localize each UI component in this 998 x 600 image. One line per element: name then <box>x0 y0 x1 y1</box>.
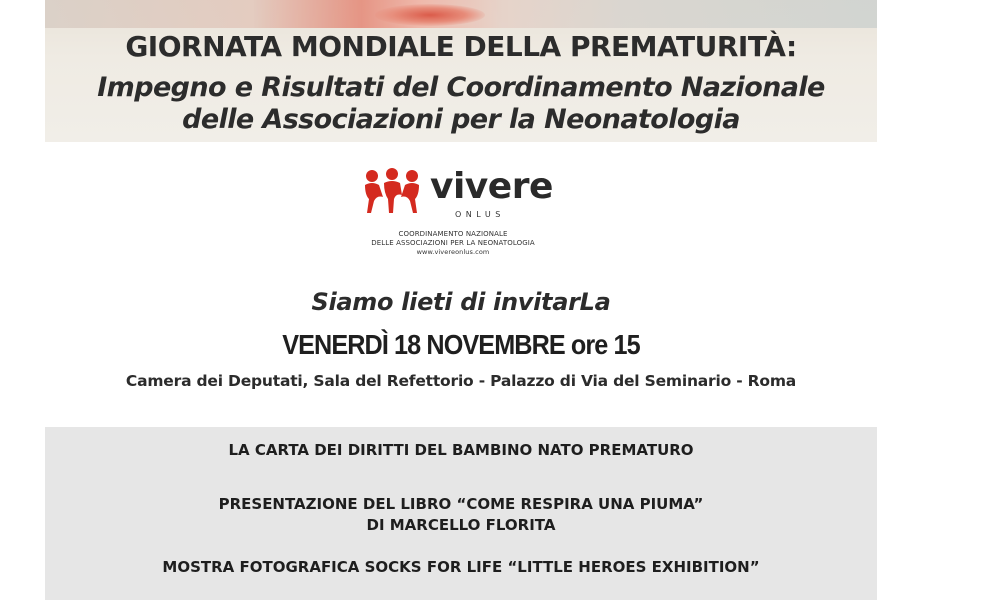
vivere-logo <box>363 163 583 258</box>
event-subtitle-line-2: delle Associazioni per la Neonatologia <box>182 104 740 135</box>
brand-name: vivere <box>430 166 553 207</box>
invitation-text: Siamo lieti di invitarLa <box>311 288 611 316</box>
program-panel <box>45 427 877 600</box>
brand-website: www.vivereonlus.com <box>416 248 490 256</box>
event-subtitle-line-1: Impegno e Risultati del Coordinamento Nazionale <box>97 72 825 103</box>
vivere-figures-logo-icon <box>363 167 421 215</box>
brand-tagline: ONLUS <box>455 210 505 219</box>
program-item: DI MARCELLO FLORITA <box>366 516 556 534</box>
event-title: GIORNATA MONDIALE DELLA PREMATURITÀ: <box>125 30 797 63</box>
event-date: VENERDÌ 18 NOVEMBRE ore 15 <box>282 329 640 360</box>
program-item: MOSTRA FOTOGRAFICA SOCKS FOR LIFE “LITTLE HEROES EXHIBITION” <box>162 558 760 576</box>
brand-line-1: COORDINAMENTO NAZIONALE <box>398 230 508 238</box>
header-banner <box>45 0 877 142</box>
program-item: LA CARTA DEI DIRITTI DEL BAMBINO NATO PREMATURO <box>228 441 694 459</box>
event-venue: Camera dei Deputati, Sala del Refettorio - Palazzo di Via del Seminario - Roma <box>125 372 797 390</box>
header-photo <box>45 0 877 28</box>
brand-line-2: DELLE ASSOCIAZIONI PER LA NEONATOLOGIA <box>371 239 535 247</box>
program-item: PRESENTAZIONE DEL LIBRO “COME RESPIRA UNA PIUMA” <box>218 495 704 513</box>
